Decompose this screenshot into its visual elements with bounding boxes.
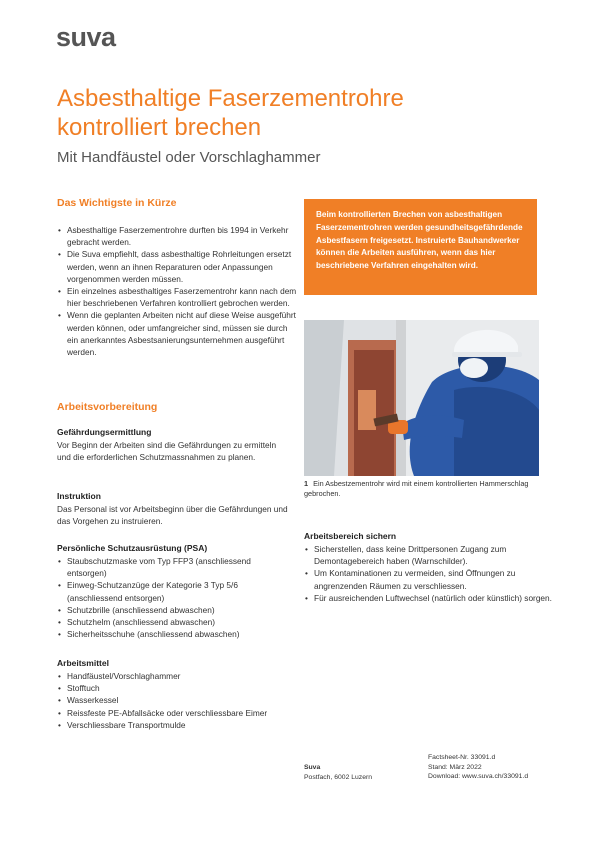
list-item: • Schutzbrille (anschliessend abwaschen) xyxy=(67,604,292,616)
list-item: • Einweg-Schutzanzüge der Kategorie 3 Typ 5/6 (anschliessend entsorgen) xyxy=(67,579,292,603)
caption-number: 1 xyxy=(304,479,309,488)
caption-text: Ein Asbestzementrohr wird mit einem kontrollierten Hammerschlag gebrochen. xyxy=(304,479,529,498)
footer-address: Postfach, 6002 Luzern xyxy=(304,773,373,781)
list-item: • Für ausreichenden Luftwechsel (natürlich oder künstlich) sorgen. xyxy=(314,592,552,604)
footer-org xyxy=(304,763,372,782)
list-item: • Wasserkessel xyxy=(67,694,302,706)
list-item: • Sicherheitsschuhe (anschliessend abwaschen) xyxy=(67,628,292,640)
suva-logo: suva xyxy=(56,22,116,52)
footer-meta xyxy=(428,753,528,782)
list-item: • Verschliessbare Transportmulde xyxy=(67,719,302,731)
ppe-heading: Persönliche Schutzausrüstung (PSA) xyxy=(57,543,208,553)
photo-caption xyxy=(304,479,539,499)
summary-list xyxy=(57,224,297,358)
footer-org-name: Suva xyxy=(304,764,321,771)
title-line-1: Asbesthaltige Faserzementrohre xyxy=(57,85,404,112)
list-item: • Die Suva empfiehlt, dass asbesthaltige Rohrleitungen ersetzt werden, wenn an ihnen Reparaturen oder Anpassungen vorgenommen werden müssen. xyxy=(67,248,297,285)
page-subtitle: Mit Handfäustel oder Vorschlaghammer xyxy=(57,149,321,166)
instruction-text: Das Personal ist vor Arbeitsbeginn über die Gefährdungen und das Vorgehen zu instruieren. xyxy=(57,504,288,527)
ppe-list xyxy=(57,555,292,640)
list-item: • Asbesthaltige Faserzementrohre durften bis 1994 in Verkehr gebracht werden. xyxy=(67,224,297,248)
hazard-heading: Gefährdungsermittlung xyxy=(57,427,152,437)
tools-heading: Arbeitsmittel xyxy=(57,658,109,668)
worker-photo xyxy=(304,320,539,476)
work-area-heading: Arbeitsbereich sichern xyxy=(304,531,397,541)
title-line-2: kontrolliert brechen xyxy=(57,114,262,141)
list-item: • Sicherstellen, dass keine Drittpersonen Zugang zum Demontagebereich haben (Warnschilder). xyxy=(314,543,552,567)
preparation-heading: Arbeitsvorbereitung xyxy=(57,401,158,413)
list-item: • Ein einzelnes asbesthaltiges Faserzementrohr kann nach dem hier beschriebenen Verfahren kontrolliert gebrochen werden. xyxy=(67,285,297,309)
factsheet-number: Factsheet-Nr. 33091.d xyxy=(428,754,496,761)
instruction-heading: Instruktion xyxy=(57,491,101,501)
factsheet-date: Stand: März 2022 xyxy=(428,763,482,771)
hazard-text: Vor Beginn der Arbeiten sind die Gefährdungen zu ermitteln und die erforderlichen Schutzmassnahmen zu planen. xyxy=(57,440,277,463)
summary-heading: Das Wichtigste in Kürze xyxy=(57,197,177,209)
tools-list xyxy=(57,670,302,731)
work-area-list xyxy=(304,543,552,604)
list-item: • Um Kontaminationen zu vermeiden, sind Öffnungen zu angrenzenden Räumen zu verschliessen. xyxy=(314,567,552,591)
list-item: • Staubschutzmaske vom Typ FFP3 (anschliessend entsorgen) xyxy=(67,555,292,579)
list-item: • Wenn die geplanten Arbeiten nicht auf diese Weise ausgeführt werden können, oder umfangreicher sind, müssen sie durch ein anerkanntes Asbestsanierungsunternehmen ausgeführt werden. xyxy=(67,309,297,358)
list-item: • Schutzhelm (anschliessend abwaschen) xyxy=(67,616,292,628)
list-item: • Handfäustel/Vorschlaghammer xyxy=(67,670,302,682)
list-item: • Stofftuch xyxy=(67,682,302,694)
warning-callout: Beim kontrollierten Brechen von asbesthaltigen Faserzementrohren werden gesundheitsgefährdende Asbestfasern freigesetzt. Instruierte Bauhandwerker können die Arbeiten ausführen, wenn das hier beschriebene Verfahren eingehalten wird. xyxy=(304,199,537,295)
download-link[interactable]: Download: www.suva.ch/33091.d xyxy=(428,773,529,781)
page-title xyxy=(57,84,527,142)
list-item: • Reissfeste PE-Abfallsäcke oder verschliessbare Eimer xyxy=(67,707,302,719)
worker-illustration xyxy=(304,320,539,476)
